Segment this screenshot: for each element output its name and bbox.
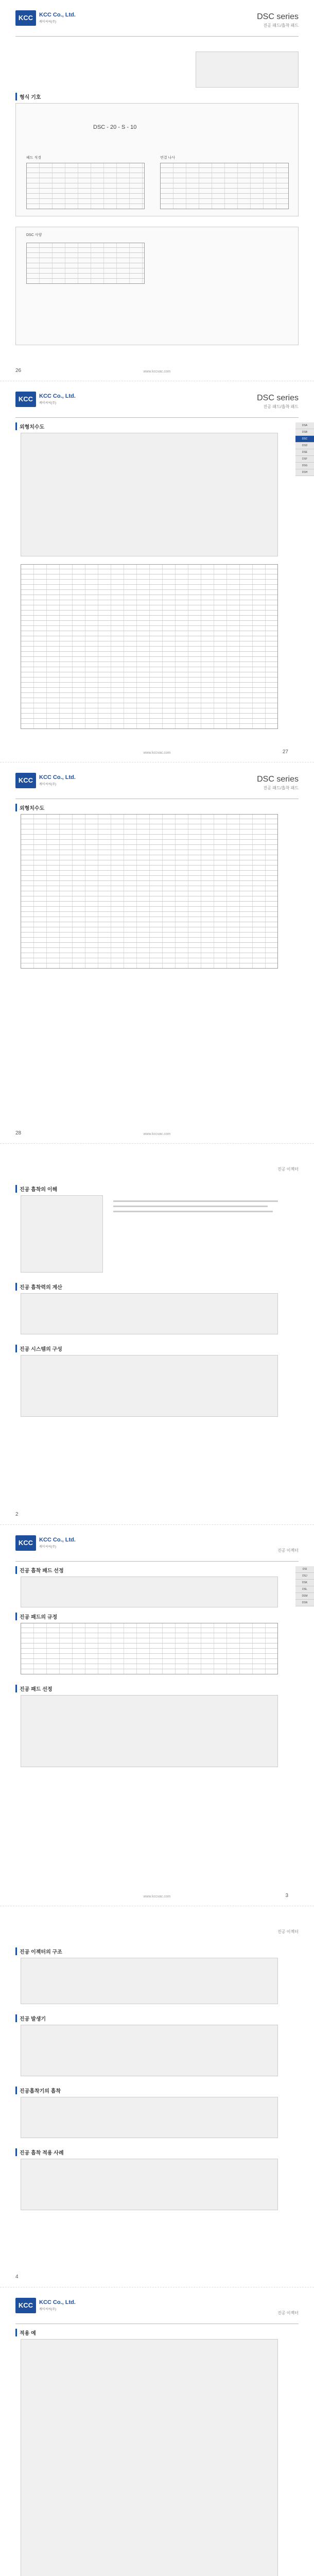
company-name: KCC Co., Ltd. <box>39 1537 76 1543</box>
section-title: 진공 발생기 <box>15 2014 46 2022</box>
series-title: DSC series <box>257 394 299 402</box>
page-1 <box>0 0 314 381</box>
section-title: 진공 흡착력의 계산 <box>15 1283 62 1291</box>
company-logo <box>15 2298 76 2317</box>
company-logo <box>15 773 76 792</box>
page-4 <box>0 1144 314 1525</box>
side-tab[interactable]: DSB <box>295 429 314 436</box>
page-url: www.kccvac.com <box>143 370 171 374</box>
company-name: KCC Co., Ltd. <box>39 2299 76 2306</box>
section-title: 진공 이젝터의 구조 <box>15 1947 62 1955</box>
section-title: 진공흡착기의 흡착 <box>15 2087 61 2094</box>
series-subtitle: 진공 패드/흡착 패드 <box>263 786 299 790</box>
model-code-panel <box>15 103 299 216</box>
side-tab[interactable]: DSA <box>295 422 314 429</box>
company-tagline: 케이씨씨(주) <box>39 783 56 786</box>
application-drawings <box>21 2339 278 2576</box>
divider <box>15 36 299 37</box>
pad-dia-label: 패드 직경 <box>26 156 41 160</box>
text-line <box>113 1206 268 1207</box>
side-tab[interactable]: DSF <box>295 456 314 463</box>
series-subtitle: 진공 이젝터 <box>277 1929 299 1934</box>
series-subtitle: 진공 패드/흡착 패드 <box>263 404 299 409</box>
series-subtitle: 진공 이젝터 <box>277 1548 299 1553</box>
header <box>0 3 314 34</box>
pad-images <box>21 1577 278 1607</box>
section-title: 진공 패드의 규정 <box>15 1613 57 1620</box>
side-tab[interactable]: DSK <box>295 1580 314 1586</box>
section-title: 진공 패드 선정 <box>15 1685 53 1692</box>
logo-mark: KCC <box>15 1535 36 1551</box>
section-title: 진공 시스템의 구성 <box>15 1345 62 1352</box>
model-code: DSC - 20 - S - 10 <box>93 124 137 130</box>
section-title: 외형치수도 <box>15 422 44 430</box>
side-tab[interactable]: DSD <box>295 443 314 449</box>
section-title: 적용 예 <box>15 2329 36 2336</box>
section-title: 진공 흡착의 이해 <box>15 1185 57 1193</box>
header <box>0 384 314 415</box>
side-tab[interactable]: DSH <box>295 469 314 476</box>
suction-diagram <box>21 2097 278 2138</box>
company-name: KCC Co., Ltd. <box>39 393 76 399</box>
side-tab[interactable]: DSM <box>295 1593 314 1600</box>
side-tabs <box>295 422 314 476</box>
mount-label: 연결 나사 <box>160 156 175 160</box>
page-6 <box>0 1906 314 2287</box>
section-title: 형식 기호 <box>15 93 41 100</box>
side-tab[interactable]: DSL <box>295 1586 314 1593</box>
text-line <box>113 1211 273 1212</box>
side-tabs <box>295 1566 314 1606</box>
divider <box>15 417 299 418</box>
logo-mark: KCC <box>15 773 36 788</box>
company-tagline: 케이씨씨(주) <box>39 402 56 405</box>
spec-label: DSC 사양 <box>26 233 42 237</box>
page-number: 3 <box>285 1893 288 1899</box>
series-subtitle: 진공 이젝터 <box>277 1167 299 1172</box>
header <box>0 1528 314 1559</box>
page-url: www.kccvac.com <box>143 1132 171 1136</box>
table <box>26 243 145 284</box>
formula-box <box>21 1293 278 1334</box>
side-tab[interactable]: DSG <box>295 463 314 469</box>
page-3 <box>0 762 314 1144</box>
side-tab[interactable]: DSI <box>295 1566 314 1573</box>
page-url: www.kccvac.com <box>143 1895 171 1899</box>
company-name: KCC Co., Ltd. <box>39 774 76 781</box>
table <box>160 163 289 209</box>
company-tagline: 케이씨씨(주) <box>39 21 56 24</box>
spec-panel <box>15 227 299 345</box>
page-2 <box>0 381 314 762</box>
page-7 <box>0 2287 314 2576</box>
text-line <box>113 1200 278 1202</box>
side-tab[interactable]: DSN <box>295 1600 314 1606</box>
series-subtitle: 진공 이젝터 <box>277 2311 299 2315</box>
side-tab[interactable]: DSE <box>295 449 314 456</box>
company-logo <box>15 1535 76 1555</box>
section-title: 진공 흡착 패드 선정 <box>15 1566 64 1574</box>
application-images <box>21 2159 278 2210</box>
page-number: 4 <box>15 2274 19 2280</box>
company-name: KCC Co., Ltd. <box>39 12 76 18</box>
logo-mark: KCC <box>15 10 36 26</box>
system-diagram <box>21 1355 278 1417</box>
product-image <box>196 52 299 88</box>
company-logo <box>15 392 76 411</box>
page-number: 27 <box>282 749 288 755</box>
page-number: 28 <box>15 1130 22 1136</box>
dimension-table <box>21 814 278 969</box>
diagram <box>21 1195 103 1273</box>
header <box>0 766 314 796</box>
series-title: DSC series <box>257 12 299 21</box>
generator-diagram <box>21 2025 278 2076</box>
page-number: 2 <box>15 1512 19 1517</box>
series-subtitle: 진공 패드/흡착 패드 <box>263 23 299 28</box>
side-tab[interactable]: DSJ <box>295 1573 314 1580</box>
series-title: DSC series <box>257 775 299 784</box>
page-url: www.kccvac.com <box>143 751 171 755</box>
table <box>26 163 145 209</box>
company-logo <box>15 10 76 30</box>
logo-mark: KCC <box>15 2298 36 2313</box>
side-tab[interactable]: DSC <box>295 436 314 443</box>
logo-mark: KCC <box>15 392 36 407</box>
ejector-diagram <box>21 1958 278 2004</box>
table <box>21 1623 278 1674</box>
company-tagline: 케이씨씨(주) <box>39 1546 56 1549</box>
header <box>0 1147 314 1178</box>
section-title: 진공 흡착 적용 사례 <box>15 2148 64 2156</box>
divider <box>15 1561 299 1562</box>
page-5 <box>0 1525 314 1906</box>
header <box>0 1909 314 1940</box>
selection-diagram <box>21 1695 278 1767</box>
dimension-table <box>21 564 278 729</box>
page-number: 26 <box>15 368 22 374</box>
drawing <box>21 433 278 556</box>
header <box>0 2291 314 2321</box>
company-tagline: 케이씨씨(주) <box>39 2308 56 2311</box>
section-title: 외형치수도 <box>15 804 44 811</box>
